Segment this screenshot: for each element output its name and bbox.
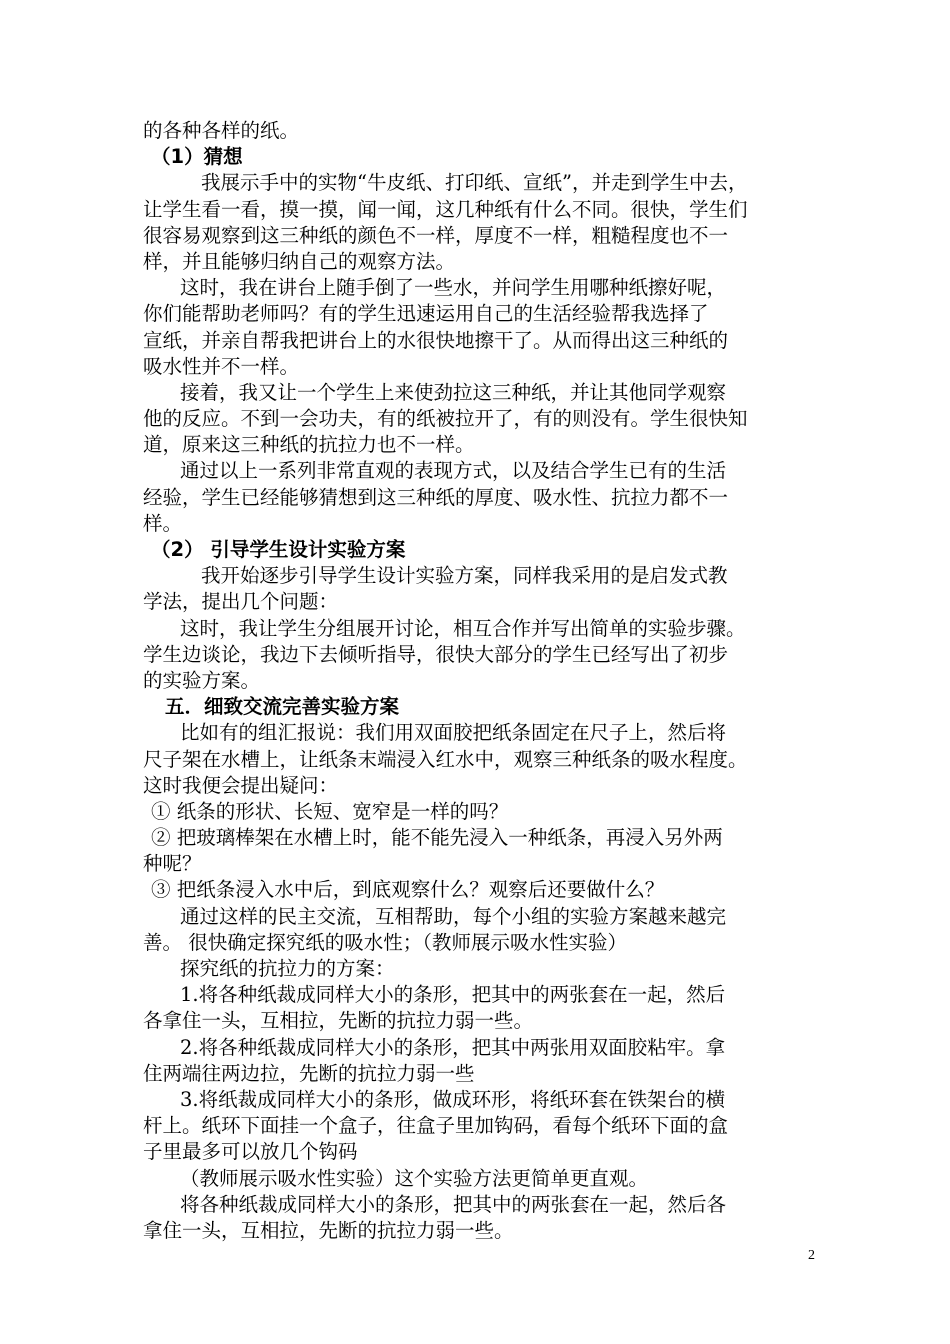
text-line: 这时，我让学生分组展开讨论，相互合作并写出简单的实验步骤。 bbox=[180, 616, 746, 640]
text-line: 学生边谈论，我边下去倾听指导，很快大部分的学生已经写出了初步 bbox=[143, 642, 729, 666]
text-line: （教师展示吸水性实验）这个实验方法更简单更直观。 bbox=[180, 1166, 649, 1190]
text-line: 经验，学生已经能够猜想到这三种纸的厚度、吸水性、抗拉力都不一 bbox=[143, 485, 729, 509]
text-line: 我开始逐步引导学生设计实验方案，同样我采用的是启发式教 bbox=[201, 564, 728, 588]
text-line: 学法，提出几个问题： bbox=[143, 590, 339, 614]
text-line: 他的反应。不到一会功夫，有的纸被拉开了，有的则没有。学生很快知 bbox=[143, 407, 748, 431]
text-line: 将各种纸裁成同样大小的条形，把其中的两张套在一起，然后各 bbox=[180, 1192, 727, 1216]
text-line: 子里最多可以放几个钩码 bbox=[143, 1140, 358, 1164]
text-line: 1.将各种纸裁成同样大小的条形，把其中的两张套在一起，然后 bbox=[180, 983, 726, 1007]
text-line: 通过以上一系列非常直观的表现方式，以及结合学生已有的生活 bbox=[180, 459, 727, 483]
text-line: 很容易观察到这三种纸的颜色不一样，厚度不一样，粗糙程度也不一 bbox=[143, 223, 729, 247]
text-line: 的实验方案。 bbox=[143, 668, 261, 692]
text-line: 的各种各样的纸。 bbox=[143, 119, 300, 142]
text-line: 让学生看一看，摸一摸，闻一闻，这几种纸有什么不同。很快，学生们 bbox=[143, 197, 748, 221]
list-item: ① 纸条的形状、长短、宽窄是一样的吗？ bbox=[151, 799, 509, 823]
section-heading: 五．细致交流完善实验方案 bbox=[165, 695, 400, 719]
text-line: 拿住一头，互相拉，先断的抗拉力弱一些。 bbox=[143, 1218, 514, 1242]
text-line: 样，并且能够归纳自己的观察方法。 bbox=[143, 249, 456, 273]
text-line: 2.将各种纸裁成同样大小的条形，把其中两张用双面胶粘牢。拿 bbox=[180, 1035, 726, 1059]
text-line: 比如有的组汇报说：我们用双面胶把纸条固定在尺子上，然后将 bbox=[180, 721, 727, 745]
text-line: 探究纸的抗拉力的方案： bbox=[180, 957, 395, 980]
text-line: 种呢？ bbox=[143, 852, 202, 876]
text-line: 住两端往两边拉，先断的抗拉力弱一些 bbox=[143, 1061, 475, 1085]
page-number: 2 bbox=[808, 1248, 815, 1263]
section-heading: （2） 引导学生设计实验方案 bbox=[151, 538, 406, 561]
text-line: 道，原来这三种纸的抗拉力也不一样。 bbox=[143, 433, 475, 457]
list-item: ② 把玻璃棒架在水槽上时，能不能先浸入一种纸条，再浸入另外两 bbox=[151, 826, 723, 850]
list-item: ③ 把纸条浸入水中后，到底观察什么？观察后还要做什么？ bbox=[151, 878, 665, 902]
text-line: 样。 bbox=[143, 511, 183, 535]
text-line: 你们能帮助老师吗？有的学生迅速运用自己的生活经验帮我选择了 bbox=[143, 302, 709, 326]
text-line: 尺子架在水槽上，让纸条末端浸入红水中，观察三种纸条的吸水程度。 bbox=[143, 747, 748, 771]
text-line: 接着，我又让一个学生上来使劲拉这三种纸，并让其他同学观察 bbox=[180, 380, 727, 404]
text-line: 善。 很快确定探究纸的吸水性；（教师展示吸水性实验） bbox=[143, 930, 627, 954]
text-line: 通过这样的民主交流，互相帮助，每个小组的实验方案越来越完 bbox=[180, 904, 727, 928]
text-line: 这时，我在讲台上随手倒了一些水，并问学生用哪种纸擦好呢， bbox=[180, 276, 727, 300]
text-line: 这时我便会提出疑问： bbox=[143, 773, 339, 797]
text-line: 杆上。纸环下面挂一个盒子，往盒子里加钩码，看每个纸环下面的盒 bbox=[143, 1114, 729, 1138]
text-line: 宣纸，并亲自帮我把讲台上的水很快地擦干了。从而得出这三种纸的 bbox=[143, 328, 729, 352]
section-heading: （1）猜想 bbox=[151, 145, 243, 169]
text-line: 我展示手中的实物“牛皮纸、打印纸、宣纸”，并走到学生中去， bbox=[201, 171, 748, 195]
text-line: 各拿住一头，互相拉，先断的抗拉力弱一些。 bbox=[143, 1009, 534, 1033]
document-body bbox=[143, 118, 833, 1244]
text-line: 3.将纸裁成同样大小的条形，做成环形，将纸环套在铁架台的横 bbox=[180, 1087, 726, 1111]
text-line: 吸水性并不一样。 bbox=[143, 354, 300, 378]
